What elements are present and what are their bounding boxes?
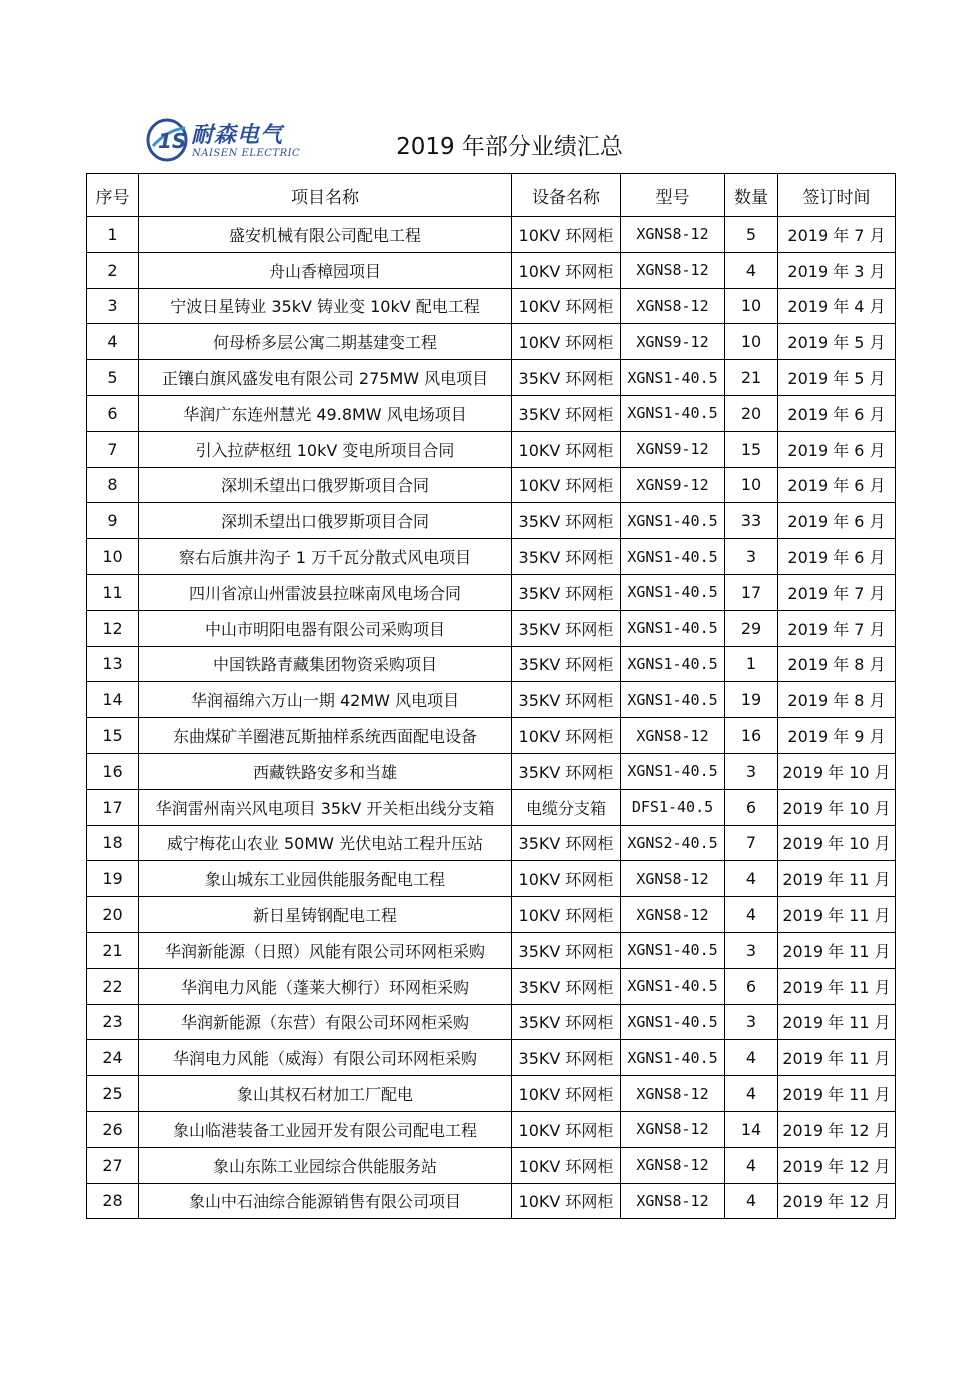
quantity-cell: 3: [725, 1004, 778, 1040]
quantity-cell: 6: [725, 968, 778, 1004]
table-row: [87, 574, 896, 610]
project-name-cell: 东曲煤矿羊圈港瓦斯抽样系统西面配电设备: [139, 718, 512, 754]
table-row: [87, 1111, 896, 1147]
row-index-cell: 11: [87, 574, 139, 610]
table-row: [87, 217, 896, 253]
table-row: [87, 861, 896, 897]
row-index-cell: 19: [87, 861, 139, 897]
table-row: [87, 897, 896, 933]
sign-date-cell: 2019 年 8 月: [778, 646, 896, 682]
sign-date-cell: 2019 年 5 月: [778, 324, 896, 360]
model-cell: XGNS1-40.5: [621, 610, 725, 646]
table-body: [87, 217, 896, 1219]
equipment-name-cell: 35KV 环网柜: [512, 503, 621, 539]
table-row: [87, 288, 896, 324]
row-index-cell: 17: [87, 789, 139, 825]
quantity-cell: 1: [725, 646, 778, 682]
model-cell: XGNS8-12: [621, 1076, 725, 1112]
table-header-row: [87, 174, 896, 217]
row-index-cell: 21: [87, 932, 139, 968]
equipment-name-cell: 35KV 环网柜: [512, 1004, 621, 1040]
table-row: [87, 324, 896, 360]
table-row: [87, 1004, 896, 1040]
equipment-name-cell: 10KV 环网柜: [512, 252, 621, 288]
row-index-cell: 16: [87, 753, 139, 789]
sign-date-cell: 2019 年 7 月: [778, 217, 896, 253]
header-equipment-name: 设备名称: [512, 174, 621, 217]
sign-date-cell: 2019 年 4 月: [778, 288, 896, 324]
project-name-cell: 华润广东连州慧光 49.8MW 风电场项目: [139, 395, 512, 431]
row-index-cell: 24: [87, 1040, 139, 1076]
project-name-cell: 四川省凉山州雷波县拉咪南风电场合同: [139, 574, 512, 610]
table-row: [87, 431, 896, 467]
row-index-cell: 15: [87, 718, 139, 754]
model-cell: XGNS9-12: [621, 467, 725, 503]
equipment-name-cell: 10KV 环网柜: [512, 1111, 621, 1147]
equipment-name-cell: 35KV 环网柜: [512, 539, 621, 575]
quantity-cell: 10: [725, 288, 778, 324]
model-cell: XGNS8-12: [621, 718, 725, 754]
project-name-cell: 深圳禾望出口俄罗斯项目合同: [139, 467, 512, 503]
project-name-cell: 宁波日星铸业 35kV 铸业变 10kV 配电工程: [139, 288, 512, 324]
sign-date-cell: 2019 年 7 月: [778, 574, 896, 610]
row-index-cell: 9: [87, 503, 139, 539]
table-row: [87, 682, 896, 718]
table-row: [87, 1147, 896, 1183]
svg-text:1S: 1S: [158, 129, 187, 153]
table-row: [87, 467, 896, 503]
quantity-cell: 7: [725, 825, 778, 861]
project-name-cell: 盛安机械有限公司配电工程: [139, 217, 512, 253]
table-row: [87, 789, 896, 825]
sign-date-cell: 2019 年 5 月: [778, 360, 896, 396]
quantity-cell: 21: [725, 360, 778, 396]
project-name-cell: 华润电力风能（威海）有限公司环网柜采购: [139, 1040, 512, 1076]
equipment-name-cell: 35KV 环网柜: [512, 646, 621, 682]
project-name-cell: 正镶白旗风盛发电有限公司 275MW 风电项目: [139, 360, 512, 396]
row-index-cell: 14: [87, 682, 139, 718]
model-cell: XGNS1-40.5: [621, 539, 725, 575]
table-row: [87, 718, 896, 754]
project-name-cell: 象山东陈工业园综合供能服务站: [139, 1147, 512, 1183]
sign-date-cell: 2019 年 6 月: [778, 431, 896, 467]
sign-date-cell: 2019 年 12 月: [778, 1111, 896, 1147]
equipment-name-cell: 10KV 环网柜: [512, 467, 621, 503]
equipment-name-cell: 10KV 环网柜: [512, 288, 621, 324]
sign-date-cell: 2019 年 9 月: [778, 718, 896, 754]
row-index-cell: 2: [87, 252, 139, 288]
project-name-cell: 象山城东工业园供能服务配电工程: [139, 861, 512, 897]
sign-date-cell: 2019 年 7 月: [778, 610, 896, 646]
project-name-cell: 引入拉萨枢纽 10kV 变电所项目合同: [139, 431, 512, 467]
table-row: [87, 646, 896, 682]
quantity-cell: 3: [725, 932, 778, 968]
equipment-name-cell: 35KV 环网柜: [512, 932, 621, 968]
quantity-cell: 14: [725, 1111, 778, 1147]
model-cell: XGNS1-40.5: [621, 753, 725, 789]
header-sign-date: 签订时间: [778, 174, 896, 217]
equipment-name-cell: 35KV 环网柜: [512, 753, 621, 789]
model-cell: XGNS1-40.5: [621, 1040, 725, 1076]
equipment-name-cell: 35KV 环网柜: [512, 574, 621, 610]
row-index-cell: 10: [87, 539, 139, 575]
row-index-cell: 5: [87, 360, 139, 396]
model-cell: XGNS8-12: [621, 288, 725, 324]
row-index-cell: 6: [87, 395, 139, 431]
quantity-cell: 4: [725, 1183, 778, 1219]
model-cell: XGNS1-40.5: [621, 503, 725, 539]
equipment-name-cell: 10KV 环网柜: [512, 431, 621, 467]
quantity-cell: 17: [725, 574, 778, 610]
project-name-cell: 西藏铁路安多和当雄: [139, 753, 512, 789]
quantity-cell: 16: [725, 718, 778, 754]
model-cell: XGNS8-12: [621, 1147, 725, 1183]
row-index-cell: 18: [87, 825, 139, 861]
model-cell: XGNS1-40.5: [621, 360, 725, 396]
sign-date-cell: 2019 年 8 月: [778, 682, 896, 718]
row-index-cell: 27: [87, 1147, 139, 1183]
project-name-cell: 何母桥多层公寓二期基建变工程: [139, 324, 512, 360]
project-name-cell: 察右后旗井沟子 1 万千瓦分散式风电项目: [139, 539, 512, 575]
sign-date-cell: 2019 年 11 月: [778, 897, 896, 933]
quantity-cell: 10: [725, 324, 778, 360]
model-cell: XGNS1-40.5: [621, 968, 725, 1004]
row-index-cell: 7: [87, 431, 139, 467]
model-cell: XGNS8-12: [621, 217, 725, 253]
project-name-cell: 威宁梅花山农业 50MW 光伏电站工程升压站: [139, 825, 512, 861]
sign-date-cell: 2019 年 3 月: [778, 252, 896, 288]
row-index-cell: 23: [87, 1004, 139, 1040]
equipment-name-cell: 35KV 环网柜: [512, 395, 621, 431]
project-name-cell: 象山其权石材加工厂配电: [139, 1076, 512, 1112]
sign-date-cell: 2019 年 6 月: [778, 539, 896, 575]
header-model: 型号: [621, 174, 725, 217]
quantity-cell: 4: [725, 1076, 778, 1112]
sign-date-cell: 2019 年 10 月: [778, 825, 896, 861]
table-row: [87, 610, 896, 646]
row-index-cell: 25: [87, 1076, 139, 1112]
logo-english-name: NAISEN ELECTRIC: [192, 148, 301, 159]
quantity-cell: 4: [725, 252, 778, 288]
quantity-cell: 19: [725, 682, 778, 718]
header-project-name: 项目名称: [139, 174, 512, 217]
table-row: [87, 252, 896, 288]
project-name-cell: 深圳禾望出口俄罗斯项目合同: [139, 503, 512, 539]
model-cell: XGNS1-40.5: [621, 682, 725, 718]
sign-date-cell: 2019 年 11 月: [778, 968, 896, 1004]
equipment-name-cell: 35KV 环网柜: [512, 360, 621, 396]
sign-date-cell: 2019 年 6 月: [778, 503, 896, 539]
equipment-name-cell: 10KV 环网柜: [512, 324, 621, 360]
model-cell: XGNS9-12: [621, 431, 725, 467]
equipment-name-cell: 10KV 环网柜: [512, 1183, 621, 1219]
project-name-cell: 舟山香樟园项目: [139, 252, 512, 288]
project-name-cell: 华润雷州南兴风电项目 35kV 开关柜出线分支箱: [139, 789, 512, 825]
quantity-cell: 6: [725, 789, 778, 825]
sign-date-cell: 2019 年 12 月: [778, 1183, 896, 1219]
equipment-name-cell: 35KV 环网柜: [512, 968, 621, 1004]
row-index-cell: 28: [87, 1183, 139, 1219]
model-cell: XGNS1-40.5: [621, 646, 725, 682]
project-name-cell: 华润新能源（日照）风能有限公司环网柜采购: [139, 932, 512, 968]
table-row: [87, 395, 896, 431]
row-index-cell: 4: [87, 324, 139, 360]
model-cell: XGNS1-40.5: [621, 395, 725, 431]
project-name-cell: 象山临港装备工业园开发有限公司配电工程: [139, 1111, 512, 1147]
quantity-cell: 4: [725, 1147, 778, 1183]
project-name-cell: 中国铁路青藏集团物资采购项目: [139, 646, 512, 682]
model-cell: XGNS2-40.5: [621, 825, 725, 861]
table-row: [87, 968, 896, 1004]
logo-chinese-name: 耐森电气: [191, 123, 284, 148]
sign-date-cell: 2019 年 12 月: [778, 1147, 896, 1183]
model-cell: XGNS8-12: [621, 861, 725, 897]
sign-date-cell: 2019 年 11 月: [778, 1040, 896, 1076]
equipment-name-cell: 10KV 环网柜: [512, 861, 621, 897]
model-cell: XGNS9-12: [621, 324, 725, 360]
equipment-name-cell: 10KV 环网柜: [512, 897, 621, 933]
performance-table: [86, 173, 896, 1219]
header-quantity: 数量: [725, 174, 778, 217]
table-row: [87, 360, 896, 396]
equipment-name-cell: 35KV 环网柜: [512, 682, 621, 718]
row-index-cell: 8: [87, 467, 139, 503]
model-cell: XGNS1-40.5: [621, 574, 725, 610]
quantity-cell: 5: [725, 217, 778, 253]
row-index-cell: 13: [87, 646, 139, 682]
project-name-cell: 华润福绵六万山一期 42MW 风电项目: [139, 682, 512, 718]
row-index-cell: 3: [87, 288, 139, 324]
row-index-cell: 26: [87, 1111, 139, 1147]
project-name-cell: 华润电力风能（蓬莱大柳行）环网柜采购: [139, 968, 512, 1004]
sign-date-cell: 2019 年 10 月: [778, 789, 896, 825]
project-name-cell: 华润新能源（东营）有限公司环网柜采购: [139, 1004, 512, 1040]
model-cell: XGNS8-12: [621, 252, 725, 288]
sign-date-cell: 2019 年 11 月: [778, 861, 896, 897]
equipment-name-cell: 10KV 环网柜: [512, 1147, 621, 1183]
equipment-name-cell: 35KV 环网柜: [512, 1040, 621, 1076]
quantity-cell: 4: [725, 1040, 778, 1076]
sign-date-cell: 2019 年 6 月: [778, 395, 896, 431]
project-name-cell: 中山市明阳电器有限公司采购项目: [139, 610, 512, 646]
quantity-cell: 15: [725, 431, 778, 467]
sign-date-cell: 2019 年 11 月: [778, 932, 896, 968]
quantity-cell: 3: [725, 753, 778, 789]
equipment-name-cell: 35KV 环网柜: [512, 825, 621, 861]
sign-date-cell: 2019 年 6 月: [778, 467, 896, 503]
project-name-cell: 象山中石油综合能源销售有限公司项目: [139, 1183, 512, 1219]
table-row: [87, 753, 896, 789]
table-row: [87, 1183, 896, 1219]
model-cell: XGNS1-40.5: [621, 932, 725, 968]
equipment-name-cell: 电缆分支箱: [512, 789, 621, 825]
equipment-name-cell: 10KV 环网柜: [512, 718, 621, 754]
sign-date-cell: 2019 年 11 月: [778, 1004, 896, 1040]
sign-date-cell: 2019 年 11 月: [778, 1076, 896, 1112]
quantity-cell: 33: [725, 503, 778, 539]
equipment-name-cell: 35KV 环网柜: [512, 610, 621, 646]
model-cell: XGNS8-12: [621, 897, 725, 933]
model-cell: XGNS8-12: [621, 1183, 725, 1219]
quantity-cell: 10: [725, 467, 778, 503]
quantity-cell: 3: [725, 539, 778, 575]
table-row: [87, 825, 896, 861]
model-cell: DFS1-40.5: [621, 789, 725, 825]
project-name-cell: 新日星铸钢配电工程: [139, 897, 512, 933]
model-cell: XGNS1-40.5: [621, 1004, 725, 1040]
row-index-cell: 12: [87, 610, 139, 646]
row-index-cell: 22: [87, 968, 139, 1004]
header-index: 序号: [87, 174, 139, 217]
equipment-name-cell: 10KV 环网柜: [512, 1076, 621, 1112]
page-title: 2019 年部分业绩汇总: [396, 134, 623, 160]
table-row: [87, 539, 896, 575]
row-index-cell: 20: [87, 897, 139, 933]
table-row: [87, 1040, 896, 1076]
table-row: [87, 503, 896, 539]
model-cell: XGNS8-12: [621, 1111, 725, 1147]
quantity-cell: 20: [725, 395, 778, 431]
quantity-cell: 4: [725, 861, 778, 897]
sign-date-cell: 2019 年 10 月: [778, 753, 896, 789]
quantity-cell: 29: [725, 610, 778, 646]
quantity-cell: 4: [725, 897, 778, 933]
table-row: [87, 932, 896, 968]
table-row: [87, 1076, 896, 1112]
equipment-name-cell: 10KV 环网柜: [512, 217, 621, 253]
row-index-cell: 1: [87, 217, 139, 253]
